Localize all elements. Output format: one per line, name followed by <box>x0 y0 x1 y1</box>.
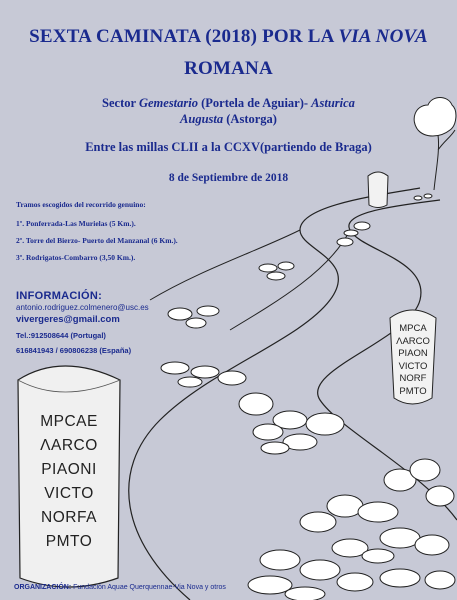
title-part-italic: VIA NOVA <box>338 26 428 47</box>
inscription-line: PIAON <box>398 348 428 359</box>
phone-espana: 616841943 / 690806238 (España) <box>16 346 132 355</box>
inscription-line: ΛARCO <box>40 437 98 454</box>
phone-portugal: Tel.:912508644 (Portugal) <box>16 331 106 340</box>
inscription-line: MPCAE <box>40 413 98 430</box>
tramo-item: 1º. Ponferrada-Las Murielas (5 Km.). <box>16 219 136 228</box>
sector-place2b: Augusta <box>180 112 224 126</box>
sector-prefix: Sector <box>102 96 139 110</box>
inscription-line: NORFA <box>41 509 97 526</box>
inscription-line: MPCA <box>399 323 427 334</box>
info-block <box>16 290 149 357</box>
sector-place2a: Asturica <box>311 96 355 110</box>
inscription-line: VICTO <box>44 485 94 502</box>
inscription-line: ΛARCO <box>396 335 430 347</box>
event-date: 8 de Septiembre de 2018 <box>168 172 289 184</box>
org-text: Fundación Aquae Querquennae-Via Nova y otros <box>71 584 226 591</box>
sector-suffix: (Astorga) <box>223 112 277 126</box>
millas-line: Entre las millas CLII a la CCXV(partiendo de Braga) <box>85 140 372 154</box>
sector-line2 <box>0 112 457 127</box>
sector-line1 <box>0 96 457 111</box>
org-label: ORGANIZACIÓN: <box>14 584 72 591</box>
tramos-list <box>16 200 178 266</box>
inscription-line: PIAONI <box>41 461 97 478</box>
milestone-big-inscription <box>22 410 116 554</box>
tramo-item: 2º. Torre del Bierzo- Puerto del Manzanal (6 Km.). <box>16 236 178 245</box>
organizacion-line <box>14 584 226 591</box>
inscription-line: VICTO <box>398 360 428 372</box>
inscription-line: PMTO <box>399 385 427 397</box>
poster-title <box>0 26 457 48</box>
sector-mid: (Portela de Aguiar)- <box>198 96 312 110</box>
info-label: INFORMACIÓN: <box>16 290 103 302</box>
tramo-item: 3º. Rodrigatos-Combarro (3,50 Km.). <box>16 253 136 262</box>
sector-place1: Gemestario <box>138 96 198 110</box>
milestone-small-inscription <box>392 323 434 398</box>
inscription-line: NORF <box>399 373 427 384</box>
email-link-1[interactable]: antonio.rodriguez.colmenero@usc.es <box>16 303 149 312</box>
title-part: SEXTA CAMINATA (2018) POR LA <box>29 26 339 47</box>
tramos-heading: Tramos escogidos del recorrido genuino: <box>16 200 146 209</box>
poster-title-line2: ROMANA <box>184 58 273 79</box>
email-link-2[interactable]: vivergeres@gmail.com <box>16 314 120 325</box>
inscription-line: PMTO <box>45 533 93 550</box>
